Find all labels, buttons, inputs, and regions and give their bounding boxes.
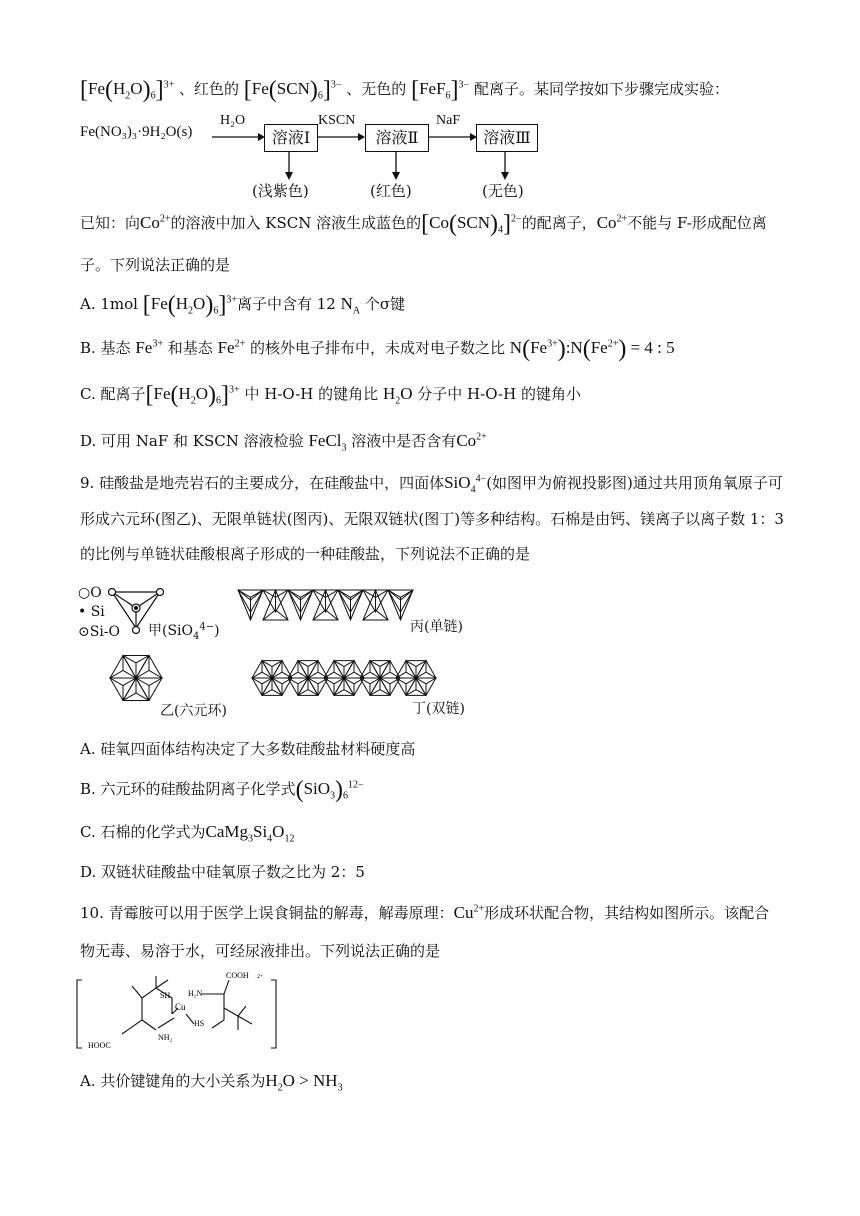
label-ding: 丁(双链): [412, 701, 465, 717]
color-3: (无色): [482, 182, 524, 200]
solution-3-box: 溶液Ⅲ: [476, 124, 538, 152]
flow-arrows: [0, 0, 860, 200]
q9-line-3: 的比例与单链状硅酸根离子形成的一种硅酸盐，下列说法不正确的是: [80, 545, 531, 563]
q9-line-2: 形成六元环(图乙)、无限单链状(图丙)、无限双链状(图丁)等多种结构。石棉是由钙、镁离子以离子数 1：3: [80, 510, 784, 528]
q10-line-1: 10. 青霉胺可以用于医学上误食铜盐的解毒，解毒原理：$Cu^{2+}$形成环状配合物，其结构如图所示。该配合: [80, 903, 770, 922]
svg-text:SH: SH: [160, 991, 171, 1000]
known-line-2: 子。下列说法正确的是: [80, 256, 231, 274]
formula-fe-h2o6: $[Fe(H_2O)_6]^{3+}$: [80, 77, 175, 103]
color-2: (红色): [370, 182, 412, 200]
q9-option-a: A. 硅氧四面体结构决定了大多数硅酸盐材料硬度高: [80, 740, 416, 758]
legend-o: ○O: [78, 585, 102, 601]
label-jia: 甲(SiO$_4^{4-}$): [148, 621, 220, 642]
solution-2-box: 溶液Ⅱ: [365, 124, 429, 152]
q9-option-b: B. 六元环的硅酸盐阴离子化学式$(SiO_3)_6^{12-}$: [80, 777, 364, 803]
label-bing: 丙(单链): [410, 619, 463, 635]
legend-sio: ⊙Si-O: [78, 624, 121, 640]
svg-text:H₂N: H₂N: [188, 989, 203, 998]
svg-text:COOH: COOH: [226, 971, 249, 980]
color-1: (浅紫色): [252, 182, 309, 200]
arrow-label-kscn: KSCN: [318, 113, 356, 128]
svg-text:NH₂: NH₂: [158, 1033, 173, 1042]
label-yi: 乙(六元环): [160, 703, 227, 719]
q8-option-b: B. 基态 $Fe^{3+}$ 和基态 $Fe^{2+}$ 的核外电子排布中，未成对电子数之比 $N(Fe^{3+}):N(Fe^{2+}) = 4$ : 5: [80, 336, 675, 362]
intro-line: $[Fe(H_2O)_6]^{3+}$ 、红色的 $[Fe(SCN)_6]^{3-}$ 、无色的 $[FeF_6]^{3-}$ 配离子。某同学按如下步骤完成实验：: [80, 77, 729, 103]
q9-line-1: 9. 硅酸盐是地壳岩石的主要成分，在硅酸盐中，四面体SiO$_4^{4-}$(如图甲为俯视投影图)通过共用顶角氧原子可: [80, 473, 783, 496]
arrow-label-naf: NaF: [436, 113, 461, 128]
solution-1-box: 溶液Ⅰ: [264, 124, 318, 152]
formula-fe-scn6: $[Fe(SCN)_6]^{3-}$: [243, 77, 342, 103]
svg-text:Cu: Cu: [175, 1002, 186, 1012]
q9-option-c: C. 石棉的化学式为$CaMg_3Si_4O_{12}$: [80, 822, 295, 845]
arrow-label-h2o: H₂O: [220, 113, 246, 128]
known-line-1: 已知：向$Co^{2+}$的溶液中加入 KSCN 溶液生成蓝色的$[Co(SCN)_4]^{2-}$的配离子，$Co^{2+}$不能与 F-形成配位离: [80, 211, 767, 237]
q10-option-a: A. 共价键键角的大小关系为$H_2O > NH_3$: [80, 1071, 343, 1094]
legend-si: • Si: [78, 604, 105, 620]
formula-fef6: $[FeF_6]^{3-}$: [411, 77, 470, 103]
svg-text:HS: HS: [194, 1019, 205, 1028]
q9-option-d: D. 双链状硅酸盐中硅氧原子数之比为 2：5: [80, 863, 365, 881]
q8-option-c: C. 配离子$[Fe(H_2O)_6]^{3+}$ 中 H-O-H 的键角比 $H_2O$ 分子中 H-O-H 的键角小: [80, 382, 581, 408]
q8-option-d: D. 可用 NaF 和 KSCN 溶液检验 FeCl$_3$ 溶液中是否含有$Co^{2+}$: [80, 431, 487, 454]
svg-text:HOOC: HOOC: [88, 1041, 111, 1050]
svg-text:2+: 2+: [257, 974, 264, 980]
penicillamine-cu-complex: [74, 968, 294, 1056]
flow-start: Fe(NO₃)₃·9H₂O(s): [80, 124, 193, 140]
q8-option-a: A. 1mol $[Fe(H_2O)_6]^{3+}$离子中含有 12 $N_A$ 个σ键: [80, 292, 406, 318]
q10-line-2: 物无毒、易溶于水，可经尿液排出。下列说法正确的是: [80, 942, 441, 960]
